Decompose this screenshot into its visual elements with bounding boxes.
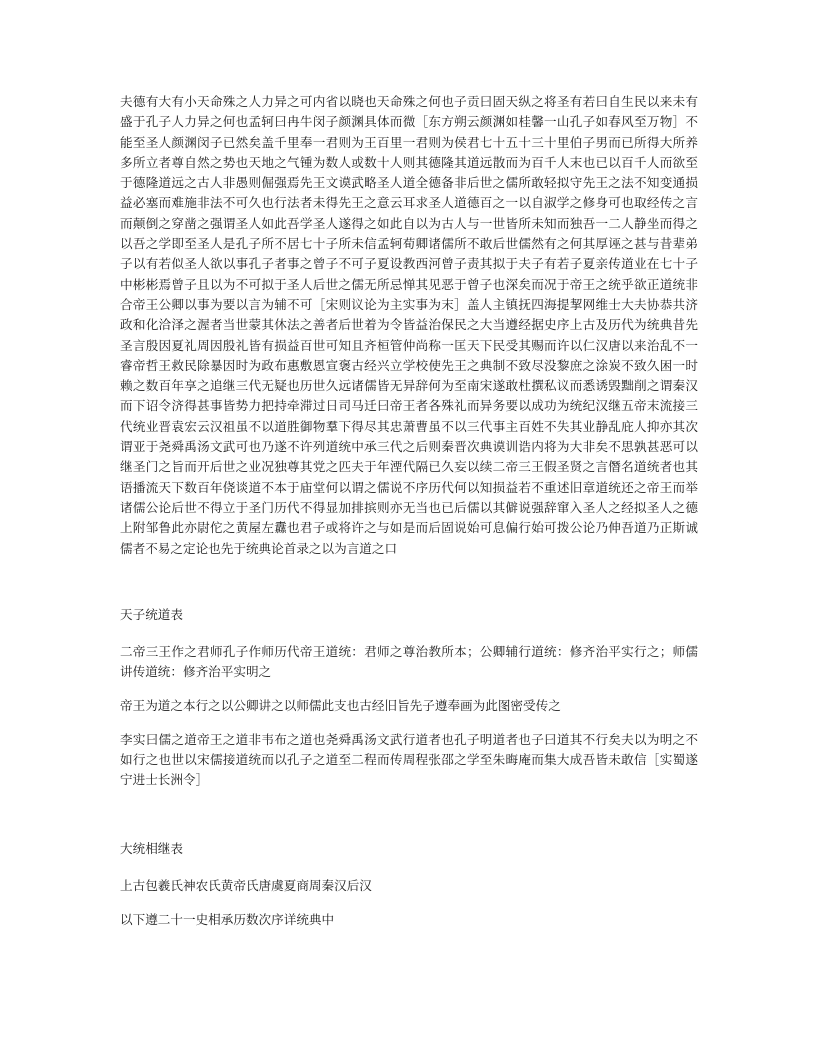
section1-paragraph-2: 帝王为道之本行之以公卿讲之以师儒此支也古经旧旨先子遵奉画为此图密受传之 xyxy=(120,698,561,713)
section2-paragraph-2: 以下遵二十一史相承历数次序详统典中 xyxy=(120,912,335,927)
section2-paragraph-1: 上古包羲氏神农氏黄帝氏唐虞夏商周秦汉后汉 xyxy=(120,878,372,893)
section-title-datong-xiangji: 大统相继表 xyxy=(120,841,183,856)
section-title-tianzi-tongdao: 天子统道表 xyxy=(120,607,183,622)
section1-paragraph-3: 李实曰儒之道帝王之道非韦布之道也尧舜禹汤文武行道者也孔子明道者也子曰道其不行矣夫以为明之不如行之也世以宋儒接道统而以孔子之道至二程而传周程张邵之学至朱晦庵而集大成吾皆未敢信［实蜀遂宁进士长洲令］ xyxy=(120,732,698,787)
section1-paragraph-1: 二帝三王作之君师孔子作师历代帝王道统：君师之尊治教所本；公卿辅行道统：修齐治平实行之；师儒讲传道统：修齐治平实明之 xyxy=(120,644,698,679)
intro-paragraph: 夫德有大有小天命殊之人力异之可内省以晓也天命殊之何也子贡曰固天纵之将圣有若曰自生民以来未有盛于孔子人力异之何也孟轲曰冉牛闵子颜渊具体而微［东方朔云颜渊如桂馨一山孔子如春风至万物］不能至圣人颜渊闵子已然矣盖千里奉一君则为王百里一君则为侯君七十五十三十里伯子男而已所得大所养多所立者尊自然之势也天地之气锺为数人或数十人则其德隆其道远散而为百千人末也已以百千人而欲至于德隆道远之古人非愚则倔强焉先王文谟武略圣人道全德备非后世之儒所敢轻拟守先王之法不知变通损益必塞而难施非法不可久也行法者未得先王之意云耳求圣人道德百之一以自淑学之修身可也取经传之言而颠倒之穿凿之强谓圣人如此吾学圣人遂得之如此自以为古人与一世皆所未知而独吾一二人静坐而得之以吾之学即至圣人是孔子所不居七十子所未信孟轲荀卿诸儒所不敢后世儒然有之何其厚诬之甚与昔辈弟子以有若似圣人欲以事孔子者事之曾子不可子夏设教西河曾子责其拟于夫子有若子夏亲传道业在七十子中彬彬焉曾子且以为不可拟于圣人后世之儒无所忌惮其见恶于曾子也深矣而况于帝王之统乎欲正道统非合帝王公卿以事为要以言为辅不可［宋则议论为主实事为末］盖人主镇抚四海提挈网维士大夫协恭共济政和化洽泽之渥者当世蒙其休法之善者后世着为令皆益治保民之大当遵经据史序上古及历代为统典昔先圣言殷因夏礼周因殷礼皆有损益百世可知且齐桓管仲尚称一匡天下民受其赐而许以仁汉唐以来治乱不一睿帝哲王救民除暴因时为政布惠敷恩宣褒古经兴立学校使先王之典制不致尽没黎庶之涂炭不致久困一时赖之数百年享之追继三代无疑也历世久远诸儒皆无异辞何为至南宋遂敢杜撰私议而悉诱毁黜削之谓秦汉而下诏令济得甚事皆势力把持牵滞过日司马迁曰帝王者各殊礼而异务要以成功为统纪汉继五帝末流接三代统业晋袁宏云汉祖虽不以道胜御物羣下得尽其忠萧曹虽不以三代事主百姓不失其业静乱庇人抑亦其次谓亚于尧舜禹汤文武可也乃遂不许列道统中承三代之后则秦晋次典谟训诰内将为大非矣不思孰甚恶可以继圣门之旨而开后世之业况独尊其党之匹夫于年湮代隔已久妄以续二帝三王假圣贤之言僭名道统者也其语播流天下数百年侥谈道不本于庙堂何以谓之儒说不序历代何以知损益若不重述旧章道统还之帝王而举诸儒公论后世不得立于圣门历代不得显加排摈则亦无当也已后儒以其僻说强辞窜入圣人之经拟圣人之德上附邹鲁此亦尉佗之黄屋左纛也君子或将许之与如是而后固说始可息偏行始可拨公论乃伸吾道乃正斯诚儒者不易之定论也先于统典论首录之以为言道之口 xyxy=(120,94,698,556)
